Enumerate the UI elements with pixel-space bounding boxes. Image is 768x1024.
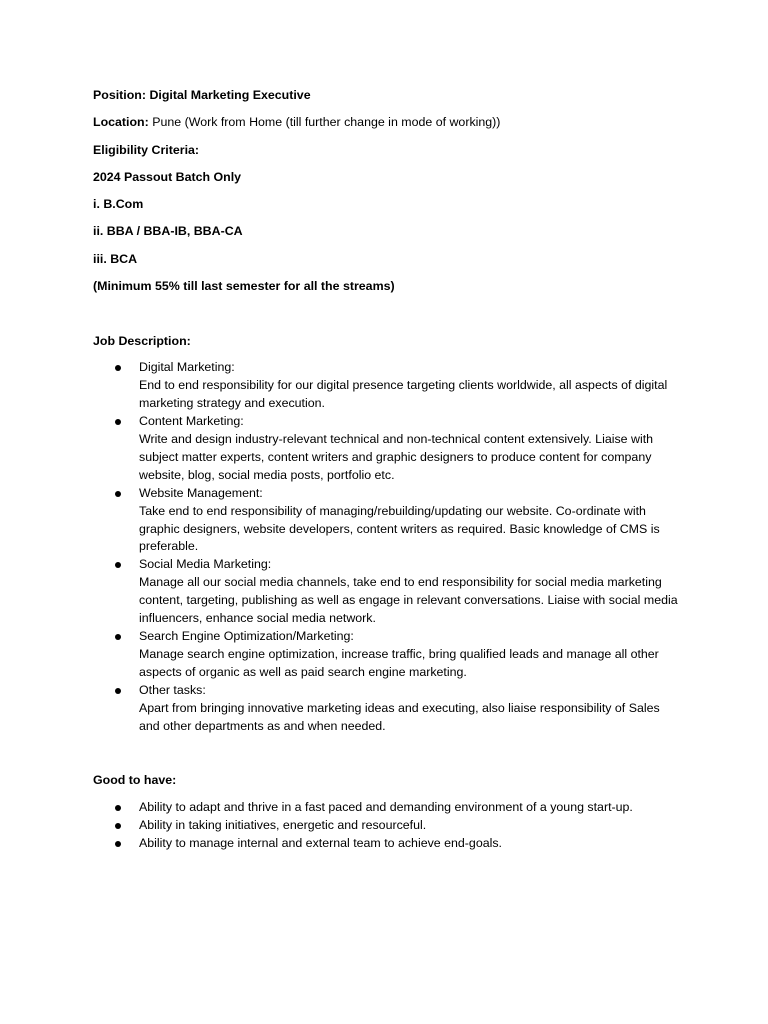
list-item	[93, 413, 683, 485]
good-to-have-heading: Good to have:	[93, 773, 177, 788]
eligibility-item: i. B.Com	[93, 197, 144, 212]
eligibility-batch: 2024 Passout Batch Only	[93, 169, 242, 184]
location-value: Pune (Work from Home (till further change in mode of working))	[152, 115, 501, 130]
eligibility-note: (Minimum 55% till last semester for all the streams)	[93, 279, 395, 294]
location-label: Location:	[93, 115, 149, 130]
job-item-text: Manage search engine optimization, increase traffic, bring qualified leads and manage all other aspects of organic as well as paid search engine marketing.	[139, 646, 659, 679]
document-page	[93, 86, 683, 852]
position-value: Digital Marketing Executive	[149, 88, 311, 102]
list-item	[93, 485, 683, 557]
bullet-icon	[115, 841, 121, 847]
job-item-text: Apart from bringing innovative marketing ideas and executing, also liaise responsibility of Sales and other departments as and when needed.	[139, 700, 660, 733]
good-to-have-item: Ability to adapt and thrive in a fast paced and demanding environment of a young start-up.	[139, 799, 633, 814]
eligibility-item: ii. BBA / BBA-IB, BBA-CA	[93, 224, 243, 239]
job-item-title: Content Marketing:	[139, 414, 244, 429]
job-description-heading: Job Description:	[93, 334, 191, 349]
list-item	[93, 799, 683, 817]
job-item-title: Social Media Marketing:	[139, 557, 272, 572]
bullet-icon	[115, 419, 121, 425]
job-description-list	[93, 359, 683, 735]
good-to-have-list	[93, 799, 683, 853]
good-to-have-item: Ability in taking initiatives, energetic and resourceful.	[139, 817, 427, 832]
spacer	[93, 304, 683, 332]
good-to-have-item: Ability to manage internal and external team to achieve end-goals.	[139, 835, 502, 850]
job-item-text: Write and design industry-relevant technical and non-technical content extensively. Liaise with subject matter experts, content writers and graphic designers to produce content for company website, blog, social media posts, portfolio etc.	[139, 432, 654, 482]
bullet-icon	[115, 823, 121, 829]
spacer	[93, 735, 683, 771]
job-item-title: Website Management:	[139, 485, 263, 500]
bullet-icon	[115, 562, 121, 568]
bullet-icon	[115, 365, 121, 371]
list-item	[93, 556, 683, 628]
location-line	[93, 113, 683, 131]
position-label: Position:	[93, 88, 146, 102]
list-item	[93, 359, 683, 413]
list-item	[93, 682, 683, 736]
bullet-icon	[115, 491, 121, 497]
job-item-text: Take end to end responsibility of managing/rebuilding/updating our website. Co-ordinate with graphic designers, website developers, content writers as required. Basic knowledge of CMS is preferable.	[139, 503, 660, 554]
list-item	[93, 817, 683, 835]
bullet-icon	[115, 805, 121, 811]
list-item	[93, 835, 683, 853]
bullet-icon	[115, 688, 121, 694]
list-item	[93, 628, 683, 682]
job-item-title: Search Engine Optimization/Marketing:	[139, 628, 354, 643]
job-item-title: Digital Marketing:	[139, 360, 235, 375]
eligibility-item: iii. BCA	[93, 251, 138, 266]
job-item-title: Other tasks:	[139, 682, 206, 697]
job-item-text: Manage all our social media channels, take end to end responsibility for social media marketing content, targeting, publishing as well as engage in relevant conversations. Liaise with social media influencers, enhance social media network.	[139, 575, 678, 626]
eligibility-heading: Eligibility Criteria:	[93, 142, 200, 157]
bullet-icon	[115, 634, 121, 640]
position-line	[93, 86, 683, 104]
job-item-text: End to end responsibility for our digital presence targeting clients worldwide, all aspects of digital marketing strategy and execution.	[139, 378, 668, 411]
